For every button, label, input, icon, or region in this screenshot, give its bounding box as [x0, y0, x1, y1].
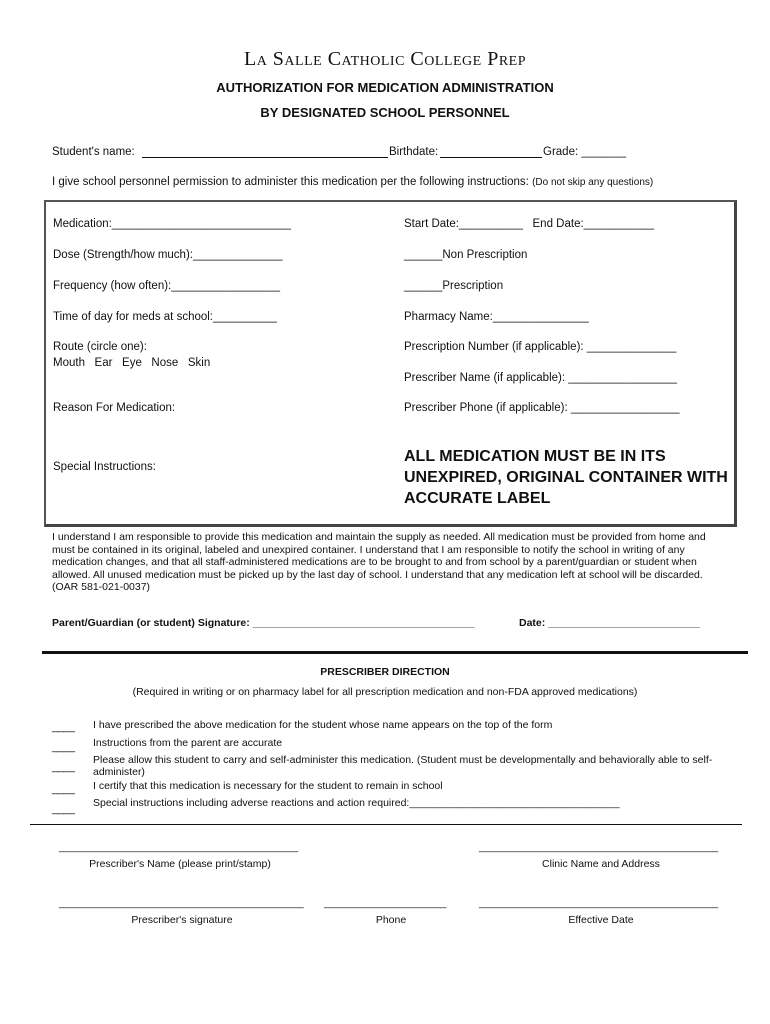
check-blank-1[interactable]: ____: [52, 721, 75, 733]
prescriber-name-field[interactable]: Prescriber Name (if applicable): _________________: [404, 372, 677, 384]
clinic-label: Clinic Name and Address: [542, 858, 660, 870]
phone-line[interactable]: ______________________: [324, 898, 447, 909]
attestation-item: I certify that this medication is necessary for the student to remain in school: [93, 780, 443, 792]
check-blank-5[interactable]: ____: [52, 803, 75, 815]
time-of-day-field[interactable]: Time of day for meds at school:__________: [53, 311, 277, 323]
non-prescription-option[interactable]: ______Non Prescription: [404, 249, 528, 261]
dose-field[interactable]: Dose (Strength/how much):______________: [53, 249, 283, 261]
form-title-line1: AUTHORIZATION FOR MEDICATION ADMINISTRATION: [216, 80, 554, 95]
student-name-label: Student's name:: [52, 146, 135, 158]
prescriber-heading: PRESCRIBER DIRECTION: [320, 666, 450, 678]
birthdate-label: Birthdate:: [389, 146, 439, 158]
student-name-field[interactable]: [142, 157, 388, 158]
route-label: Route (circle one):: [53, 341, 147, 353]
special-instructions-attestation[interactable]: Special instructions including adverse reactions and action required:____________________________________: [93, 797, 620, 809]
check-blank-3[interactable]: ____: [52, 761, 75, 773]
effective-date-label: Effective Date: [568, 914, 634, 926]
prescription-option[interactable]: ______Prescription: [404, 280, 504, 292]
attestation-item: Please allow this student to carry and self-administer this medication. (Student must be developmentally and behaviorally able to self-administer): [93, 754, 713, 778]
permission-note: (Do not skip any questions): [532, 177, 654, 188]
attestation-item: Instructions from the parent are accurate: [93, 737, 283, 749]
prescriber-name-line[interactable]: ___________________________________________: [59, 842, 299, 853]
clinic-line[interactable]: ___________________________________________: [479, 842, 719, 853]
responsibility-statement: I understand I am responsible to provide this medication and maintain the supply as needed. All medication must be provided from home and must be contained in its original, labeled and unexpired container. I understand that I am responsible to notify the school in writing of any medication changes, and that all staff-administered medications are to be brought to and from school by a parent/guardian or student when allowed. All unused medication must be picked up by the last day of school. I understand that any medication left at school will be discarded. (OAR 581-021-0037): [52, 531, 706, 594]
school-name: La Salle Catholic College Prep: [243, 48, 526, 70]
special-instructions-field[interactable]: Special Instructions:: [53, 461, 156, 473]
frequency-field[interactable]: Frequency (how often):_________________: [53, 280, 280, 292]
prescription-number-field[interactable]: Prescription Number (if applicable): ______________: [404, 341, 677, 353]
pharmacy-name-field[interactable]: Pharmacy Name:_______________: [404, 311, 589, 323]
route-options[interactable]: Mouth Ear Eye Nose Skin: [53, 357, 211, 369]
permission-statement: I give school personnel permission to administer this medication per the following instructions:: [52, 176, 529, 188]
permission-text: [52, 176, 653, 188]
start-end-date-field[interactable]: Start Date:__________ End Date:___________: [404, 218, 655, 230]
parent-date-field[interactable]: Date: __________________________: [519, 617, 701, 629]
prescriber-name-label: Prescriber's Name (please print/stamp): [89, 858, 271, 870]
attestation-item: I have prescribed the above medication for the student whose name appears on the top of the form: [93, 719, 553, 731]
container-warning: ALL MEDICATION MUST BE IN ITS UNEXPIRED, ORIGINAL CONTAINER WITH ACCURATE LABEL: [404, 448, 728, 507]
check-blank-4[interactable]: ____: [52, 783, 75, 795]
prescriber-signature-label: Prescriber's signature: [131, 914, 233, 926]
prescriber-signature-line[interactable]: ____________________________________________: [59, 898, 304, 909]
phone-label: Phone: [375, 914, 407, 926]
check-blank-2[interactable]: ____: [52, 741, 75, 753]
effective-date-line[interactable]: ___________________________________________: [479, 898, 719, 909]
birthdate-field[interactable]: [440, 157, 542, 158]
parent-signature-field[interactable]: Parent/Guardian (or student) Signature: ______________________________________: [52, 617, 475, 629]
medication-field[interactable]: Medication:____________________________: [53, 218, 291, 230]
grade-field[interactable]: Grade: _______: [543, 146, 627, 158]
form-title-line2: BY DESIGNATED SCHOOL PERSONNEL: [260, 105, 510, 120]
section-divider: [42, 651, 748, 654]
prescriber-subheading: (Required in writing or on pharmacy label for all prescription medication and non-FDA approved medications): [132, 686, 638, 698]
prescriber-divider: [30, 824, 742, 825]
prescriber-phone-field[interactable]: Prescriber Phone (if applicable): _________________: [404, 402, 680, 414]
reason-field[interactable]: Reason For Medication:: [53, 402, 176, 414]
